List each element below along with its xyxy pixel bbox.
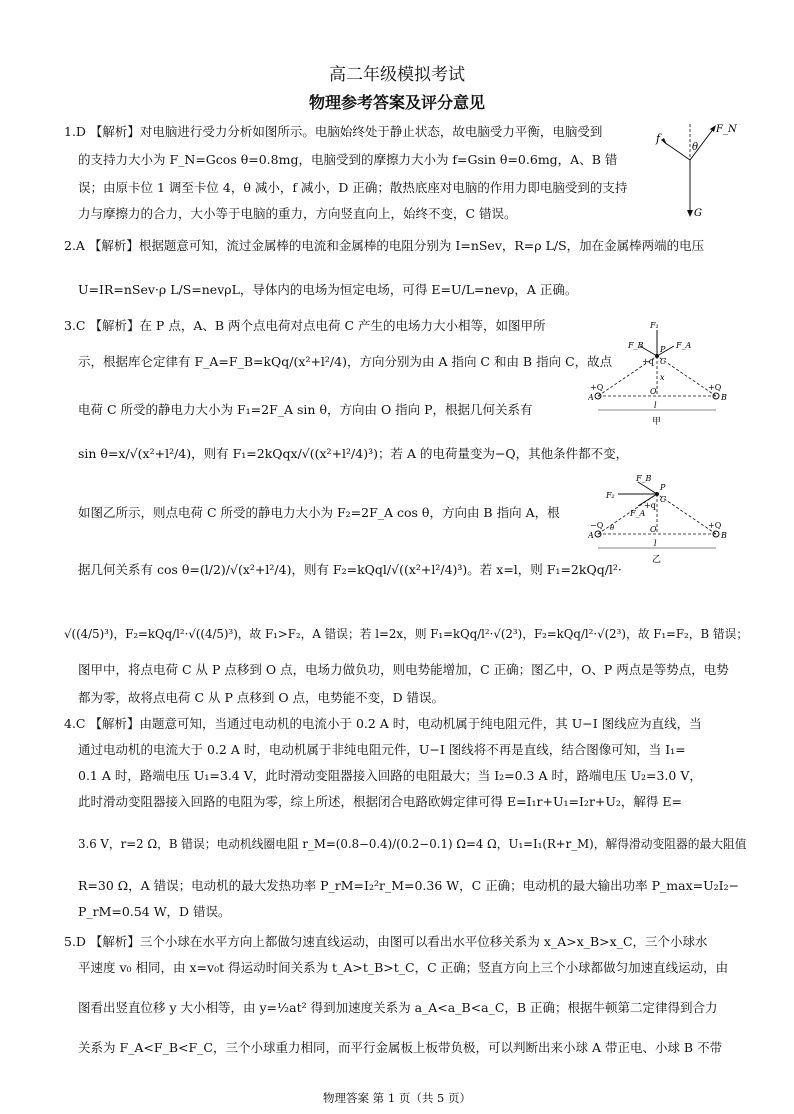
jia-label-x: x <box>660 373 665 382</box>
jia-label-fb: F_B <box>628 341 644 350</box>
force-diagram-1 <box>640 120 740 220</box>
answer-5-line-1: 5.D 【解析】三个小球在水平方向上都做匀速直线运动，由图可以看出水平位移关系为 x_A>x_B>x_C，三个小球水 <box>64 934 708 949</box>
answer-4-line-1: 4.C 【解析】由题意可知，当通过电动机的电流小于 0.2 A 时，电动机属于纯电阻元件，其 U−I 图线应为直线，当 <box>64 716 702 731</box>
jia-label-a: A <box>588 393 594 402</box>
answer-3-line-9: 都为零，故将点电荷 C 从 P 点移到 O 点，电势能不变，D 错误。 <box>78 690 445 705</box>
jia-label-qb: +Q <box>708 383 722 392</box>
page-subtitle: 物理参考答案及评分意见 <box>308 93 485 112</box>
jia-label-p: P <box>660 345 666 354</box>
yi-label-q: +q <box>644 501 656 510</box>
yi-label-b: B <box>721 531 727 540</box>
friction-arrowhead <box>661 138 667 145</box>
jia-charge-c <box>655 354 659 358</box>
yi-label-o: O <box>650 525 657 534</box>
yi-label-c: C <box>660 495 667 504</box>
answer-4-line-3: 0.1 A 时，路端电压 U₁=3.4 V，此时滑动变阻器接入回路的电阻最大；当 I₂=0.3 A 时，路端电压 U₂=3.0 V， <box>78 768 702 783</box>
label-theta: θ <box>692 142 699 153</box>
answer-1-line-4: 力与摩擦力的合力，大小等于电脑的重力，方向竖直向上，始终不变，C 错误。 <box>78 206 517 221</box>
answer-2-line-2: U=IR=nSev·ρ L/S=nevρL，导体内的电场为恒定电场，可得 E=U/L=nevρ，A 正确。 <box>78 282 578 297</box>
answer-5-line-2: 平速度 v₀ 相同，由 x=v₀t 得运动时间关系为 t_A>t_B>t_C，C 正确；竖直方向上三个小球都做匀加速直线运动，由 <box>78 960 729 975</box>
yi-fb-arrow <box>638 482 657 494</box>
jia-label-f1: F₁ <box>650 321 659 330</box>
jia-label-qa: +Q <box>590 383 604 392</box>
label-g: G <box>694 208 702 219</box>
yi-label-theta: θ <box>610 524 615 532</box>
answer-5-line-3: 图看出竖直位移 y 大小相等，由 y=½at² 得到加速度关系为 a_A<a_B<a_C，B 正确；根据牛顿第二定律得到合力 <box>78 1000 718 1015</box>
diagram-yi <box>588 472 728 584</box>
answer-3-line-1: 3.C 【解析】在 P 点，A、B 两个点电荷对点电荷 C 产生的电场力大小相等，如图甲所 <box>64 318 546 333</box>
yi-label-fb: F_B <box>636 474 652 483</box>
answer-3-line-6: 据几何关系有 cos θ=(l/2)/√(x²+l²/4)，则有 F₂=kQql/√((x²+l²/4)³)。若 x=l，则 F₁=2kQq/l²· <box>78 562 622 577</box>
answer-1-line-1: 1.D 【解析】对电脑进行受力分析如图所示。电脑始终处于静止状态，故电脑受力平衡，电脑受到 <box>64 124 603 139</box>
answer-1-line-3: 误；由原卡位 1 调至卡位 4，θ 减小，f 减小，D 正确；散热底座对电脑的作用力即电脑受到的支持 <box>78 180 628 195</box>
jia-caption: 甲 <box>652 417 662 427</box>
yi-label-qb: +Q <box>708 521 722 530</box>
gravity-arrowhead <box>687 210 693 217</box>
page-title: 高二年级模拟考试 <box>329 65 465 85</box>
answer-3-line-4: sin θ=x/√(x²+l²/4)，则有 F₁=2kQqx/√((x²+l²/4)³)；若 A 的电荷量变为−Q，其他条件都不变， <box>78 446 629 461</box>
answer-1-line-2: 的支持力大小为 F_N=Gcos θ=0.8mg，电脑受到的摩擦力大小为 f=Gsin θ=0.6mg，A、B 错 <box>78 152 618 167</box>
answer-4-line-6: R=30 Ω，A 错误；电动机的最大发热功率 P_rM=I₂²r_M=0.36 W，C 正确；电动机的最大输出功率 P_max=U₂I₂− <box>78 878 740 893</box>
jia-label-o: O <box>650 387 657 396</box>
friction-arrow <box>664 142 690 160</box>
yi-label-f2: F₂ <box>606 491 615 500</box>
answer-4-line-4: 此时滑动变阻器接入回路的电阻为零，综上所述，根据闭合电路欧姆定律可得 E=I₁r+U₁=I₂r+U₂，解得 E= <box>78 794 683 809</box>
yi-label-p: P <box>660 483 666 492</box>
answer-4-line-7: P_rM=0.54 W，D 错误。 <box>78 904 231 919</box>
jia-label-c: C <box>660 357 667 366</box>
yi-label-a: A <box>588 531 594 540</box>
jia-label-fa: F_A <box>676 341 692 350</box>
yi-label-l: l <box>654 539 657 548</box>
jia-label-q: +q <box>642 357 654 366</box>
answer-4-line-5: 3.6 V，r=2 Ω，B 错误；电动机线圈电阻 r_M=(0.8−0.4)/(0.2−0.1) Ω=4 Ω，U₁=I₁(R+r_M)，解得滑动变阻器的最大阻值 <box>78 837 747 851</box>
yi-caption: 乙 <box>652 555 662 565</box>
yi-label-fa: F_A <box>630 509 646 518</box>
yi-label-qa: −Q <box>590 521 604 530</box>
answer-3-line-8: 图甲中，将点电荷 C 从 P 点移到 O 点，电场力做负功，则电势能增加，C 正确；图乙中，O、P 两点是等势点，电势 <box>78 662 729 677</box>
answer-3-line-5: 如图乙所示，则点电荷 C 所受的静电力大小为 F₂=2F_A cos θ，方向由 B 指向 A，根 <box>78 505 560 520</box>
answer-5-line-4: 关系为 F_A<F_B<F_C，三个小球重力相同，而平行金属板上板带负极，可以判断出来小球 A 带正电、小球 B 不带 <box>78 1040 723 1055</box>
jia-label-l: l <box>654 401 657 410</box>
answer-3-line-3: 电荷 C 所受的静电力大小为 F₁=2F_A sin θ，方向由 O 指向 P，根据几何关系有 <box>78 402 533 417</box>
answer-3-line-7: √((4/5)³)，F₂=kQq/l²·√((4/5)³)，故 F₁>F₂，A 错误；若 l=2x，则 F₁=kQq/l²·√(2³)，F₂=kQq/l²·√(2³)，故 F₁=F₂，B 错误； <box>64 627 749 641</box>
jia-label-b: B <box>721 393 727 402</box>
diagram-jia <box>588 318 728 430</box>
answer-3-line-2: 示，根据库仑定律有 F_A=F_B=kQq/(x²+l²/4)，方向分别为由 A 指向 C 和由 B 指向 C，故点 <box>78 354 613 369</box>
label-fn: F_N <box>716 124 737 135</box>
yi-charge-c <box>655 492 659 496</box>
page-footer: 物理答案 第 1 页（共 5 页） <box>323 1091 471 1105</box>
label-f: f <box>656 132 661 145</box>
answer-4-line-2: 通过电动机的电流大于 0.2 A 时，电动机属于非纯电阻元件，U−I 图线将不再是直线，结合图像可知，当 I₁= <box>78 742 686 757</box>
answer-2-line-1: 2.A 【解析】根据题意可知，流过金属棒的电流和金属棒的电阻分别为 I=nSev，R=ρ L/S，加在金属棒两端的电压 <box>64 238 705 253</box>
